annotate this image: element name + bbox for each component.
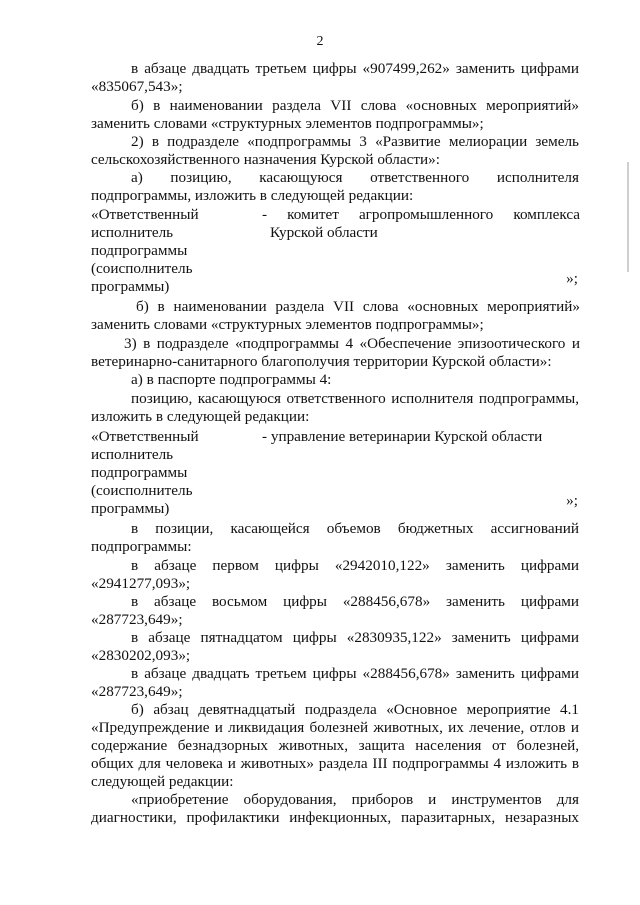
- text-line: б) абзац девятнадцатый подраздела «Основное мероприятие 4.1: [131, 701, 579, 718]
- table-left-cell: (соисполнитель: [91, 482, 193, 499]
- text-line: сельскохозяйственного назначения Курской области»:: [91, 151, 440, 168]
- text-line: а) в паспорте подпрограммы 4:: [131, 371, 332, 388]
- scan-artifact-line: [627, 162, 629, 272]
- closing-quote: »;: [566, 270, 578, 287]
- table-left-cell: программы): [91, 278, 170, 295]
- text-line: 2) в подразделе «подпрограммы 3 «Развитие мелиорации земель: [131, 133, 579, 150]
- text-line: ветеринарно-санитарного благополучия территории Курской области»:: [91, 353, 552, 370]
- text-line: «287723,649»;: [91, 611, 183, 628]
- text-line: заменить словами «структурных элементов подпрограммы»;: [91, 316, 484, 333]
- table-left-cell: подпрограммы: [91, 242, 188, 259]
- table-right-cell: - комитет агропромышленного комплекса: [262, 206, 580, 223]
- table-left-cell: «Ответственный: [91, 428, 199, 445]
- text-line: диагностики, профилактики инфекционных, паразитарных, незаразных: [91, 809, 579, 826]
- text-line: 3) в подразделе «подпрограммы 4 «Обеспечение эпизоотического и: [124, 335, 580, 352]
- text-line: содержание безнадзорных животных, защита населения от болезней,: [91, 737, 579, 754]
- text-line: а) позицию, касающуюся ответственного исполнителя: [131, 169, 579, 186]
- closing-quote: »;: [566, 492, 578, 509]
- text-line: «Предупреждение и ликвидация болезней животных, их лечение, отлов и: [91, 719, 579, 736]
- text-line: «287723,649»;: [91, 683, 183, 700]
- text-line: «2941277,093»;: [91, 575, 191, 592]
- text-line: «приобретение оборудования, приборов и инструментов для: [131, 791, 579, 808]
- table-left-cell: «Ответственный: [91, 206, 199, 223]
- table-left-cell: исполнитель: [91, 446, 174, 463]
- table-left-cell: подпрограммы: [91, 464, 188, 481]
- text-line: в абзаце первом цифры «2942010,122» заменить цифрами: [131, 557, 579, 574]
- table-right-cell: Курской области: [270, 224, 378, 241]
- text-line: изложить в следующей редакции:: [91, 408, 310, 425]
- text-line: в абзаце двадцать третьем цифры «907499,262» заменить цифрами: [131, 60, 579, 77]
- page-number: 2: [316, 34, 324, 49]
- table-right-cell: - управление ветеринарии Курской области: [262, 428, 543, 445]
- text-line: в абзаце пятнадцатом цифры «2830935,122» заменить цифрами: [131, 629, 579, 646]
- text-line: заменить словами «структурных элементов подпрограммы»;: [91, 115, 484, 132]
- text-line: в абзаце двадцать третьем цифры «288456,678» заменить цифрами: [131, 665, 579, 682]
- table-left-cell: (соисполнитель: [91, 260, 193, 277]
- text-line: позицию, касающуюся ответственного исполнителя подпрограммы,: [131, 390, 579, 407]
- text-line: б) в наименовании раздела VII слова «основных мероприятий»: [131, 97, 579, 114]
- text-line: подпрограммы, изложить в следующей редакции:: [91, 187, 414, 204]
- table-left-cell: исполнитель: [91, 224, 174, 241]
- text-line: в позиции, касающейся объемов бюджетных ассигнований: [131, 520, 579, 537]
- text-line: «835067,543»;: [91, 78, 183, 95]
- table-left-cell: программы): [91, 500, 170, 517]
- text-line: в абзаце восьмом цифры «288456,678» заменить цифрами: [131, 593, 579, 610]
- text-line: «2830202,093»;: [91, 647, 191, 664]
- text-line: следующей редакции:: [91, 773, 234, 790]
- text-line: общих для человека и животных» раздела III подпрограммы 4 изложить в: [91, 755, 579, 772]
- text-line: подпрограммы:: [91, 538, 192, 555]
- text-line: б) в наименовании раздела VII слова «основных мероприятий»: [136, 298, 580, 315]
